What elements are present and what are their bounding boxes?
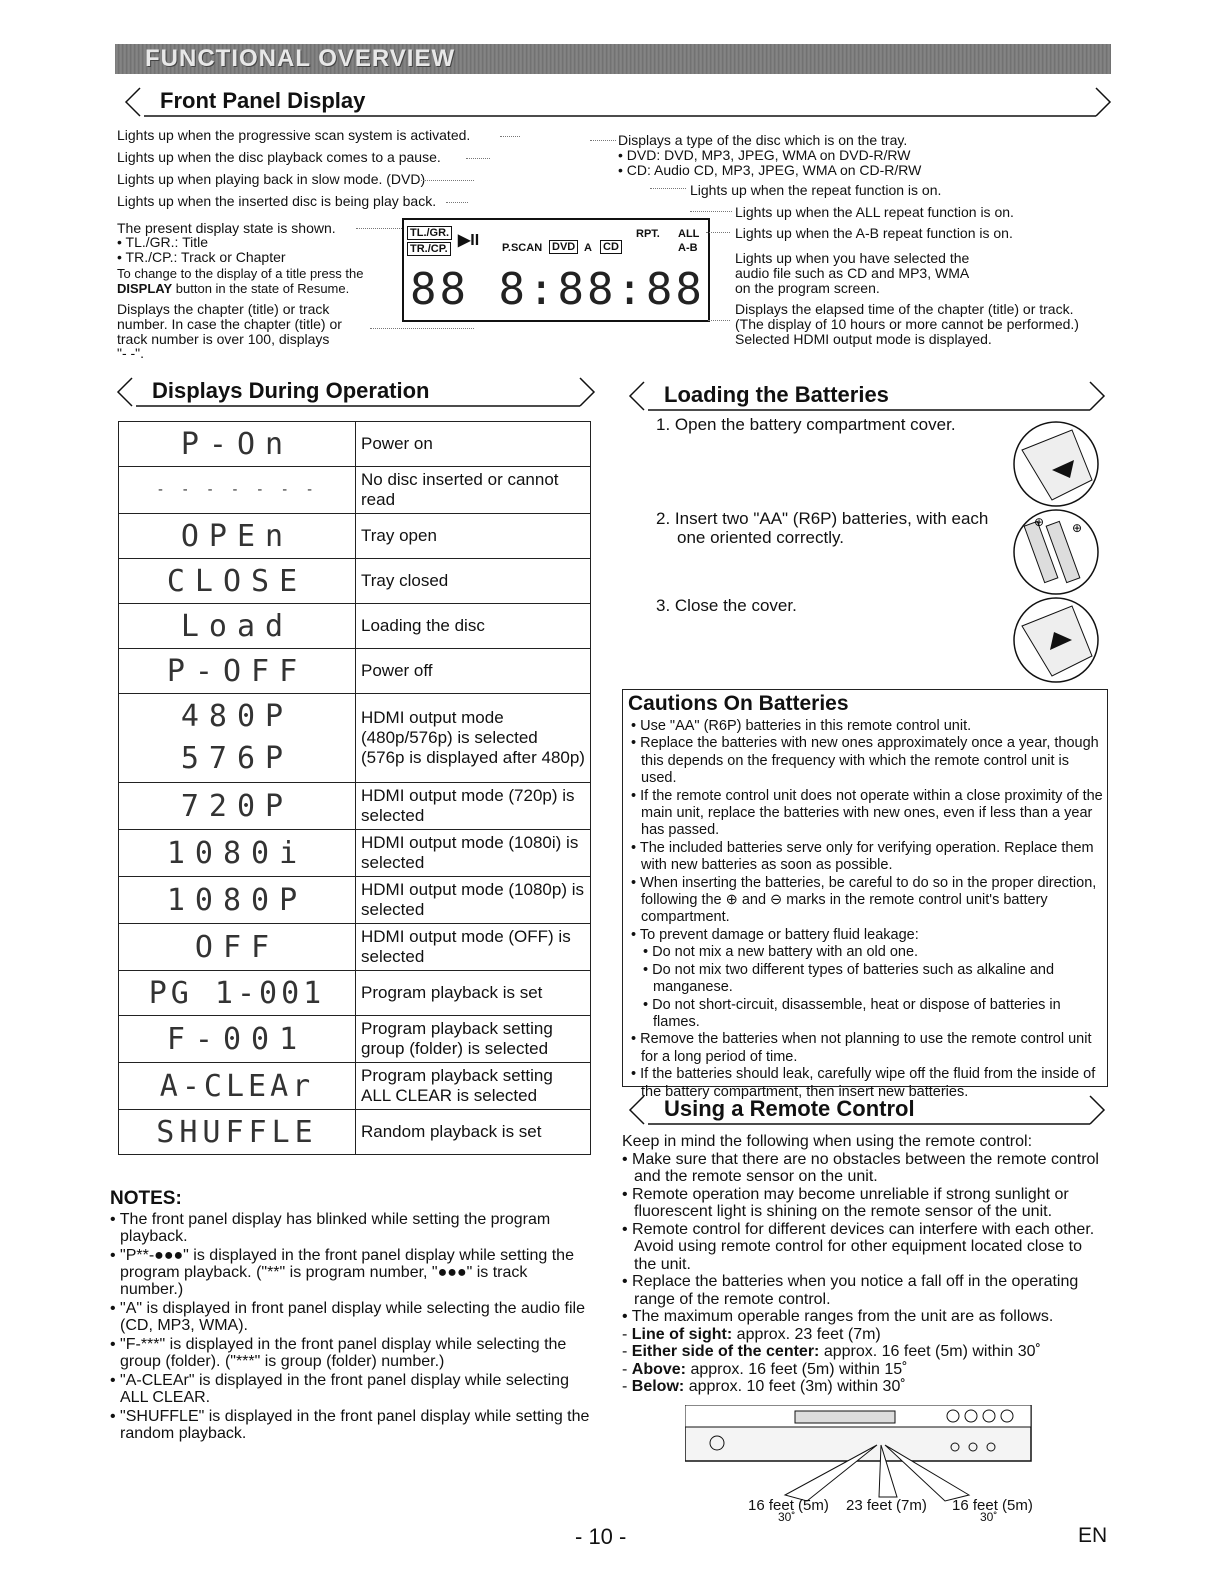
note-item: • "SHUFFLE" is displayed in the front panel display while setting the random playback. — [110, 1408, 590, 1442]
display-code: P-OFF — [119, 649, 356, 694]
caution-item: • When inserting the batteries, be careful to do so in the proper direction, following the ⊕ and ⊖ marks in the remote control unit's battery compartment. — [631, 874, 1097, 926]
table-row — [119, 649, 591, 694]
caution-item: • If the remote control unit does not operate within a close proximity of the main unit, replace the batteries with new ones, even if less than a year has passed. — [631, 787, 1103, 839]
remote-item: • Remote control for different devices can interfere with each other. Avoid using remote control for other equipment located close to the unit. — [622, 1220, 1095, 1273]
svg-text:⊕: ⊕ — [1034, 515, 1045, 529]
cautions-box — [622, 689, 1108, 1100]
language-code: EN — [1078, 1524, 1108, 1547]
note-item: • "A-CLEAr" is displayed in the front panel display while selecting ALL CLEAR. — [110, 1372, 569, 1406]
range-item: - Line of sight: approx. 23 feet (7m) — [622, 1325, 881, 1343]
close-cover-illustration — [1012, 596, 1102, 686]
displays-title: Displays During Operation — [152, 378, 430, 403]
notes-title: NOTES: — [110, 1188, 182, 1209]
note-item: • "F-***" is displayed in the front panel display while selecting the group (folder). ("***" is group (folder) number.) — [110, 1336, 567, 1370]
insert-batteries-illustration — [1012, 508, 1102, 598]
fp-label-resume — [117, 280, 349, 297]
fp-label-audio-1: Lights up when you have selected the — [735, 250, 970, 266]
lcd-rpt: RPT. — [636, 228, 660, 240]
range-item: - Either side of the center: approx. 16 feet (5m) within 30˚ — [622, 1343, 1041, 1360]
display-desc: Program playback is set — [356, 971, 591, 1016]
page-number: - 10 - — [575, 1524, 627, 1549]
fp-label-dashes: "- -". — [117, 345, 145, 361]
caution-item: • Use "AA" (R6P) batteries in this remote control unit. — [631, 718, 972, 734]
lcd-pscan: P.SCAN — [502, 242, 543, 254]
fp-label-all: Lights up when the ALL repeat function is on. — [735, 204, 1014, 220]
range-angle-right: 30˚ — [980, 1510, 998, 1524]
batteries-title: Loading the Batteries — [664, 382, 889, 407]
table-row — [119, 1016, 591, 1063]
open-cover-illustration — [1012, 420, 1102, 510]
fp-label-title: • TL./GR.: Title — [117, 234, 208, 250]
display-code: OPEn — [119, 514, 356, 559]
remote-item: • Replace the batteries when you notice a fall off in the operating range of the remote control. — [622, 1273, 1079, 1308]
display-code-576: 576P — [180, 741, 294, 776]
display-key: DISPLAY — [117, 281, 173, 296]
range-left-label: 16 feet (5m) — [748, 1497, 829, 1514]
table-row — [119, 1110, 591, 1155]
table-row — [119, 604, 591, 649]
lcd-play-pause: ▶II — [458, 232, 480, 249]
display-code: 720P — [119, 783, 356, 830]
lcd-trcp: TR./CP. — [407, 242, 451, 256]
battery-step-1: 1. Open the battery compartment cover. — [656, 415, 956, 434]
table-row — [119, 830, 591, 877]
fp-label-chapter: • TR./CP.: Track or Chapter — [117, 249, 286, 265]
caution-subitem: • Do not mix a new battery with an old one. — [643, 944, 919, 961]
display-desc: Power off — [356, 649, 591, 694]
lcd-all: ALL — [678, 228, 700, 240]
range-item: - Below: approx. 10 feet (3m) within 30˚ — [622, 1378, 906, 1395]
display-code: - - - - - - - — [119, 467, 356, 514]
display-desc: HDMI output mode (480p/576p) is selected (576p is displayed after 480p) — [356, 694, 591, 783]
front-panel-lcd — [402, 218, 710, 322]
fp-label-cd: • CD: Audio CD, MP3, JPEG, WMA on CD-R/RW — [618, 162, 922, 178]
table-row — [119, 971, 591, 1016]
caution-item: • The included batteries serve only for verifying operation. Replace them with new batteries as soon as possible. — [631, 839, 1094, 874]
notes — [110, 1190, 590, 1444]
caution-item: • If the batteries should leak, carefully wipe off the fluid from the inside of the battery compartment, then insert new batteries. — [631, 1066, 1096, 1100]
table-row — [119, 1063, 591, 1110]
display-desc: Loading the disc — [356, 604, 591, 649]
svg-text:⊕: ⊕ — [1072, 521, 1083, 535]
fp-label-pscan: Lights up when the progressive scan system is activated. — [117, 127, 471, 143]
remote-item: • Make sure that there are no obstacles between the remote control and the remote sensor on the unit. — [622, 1150, 1099, 1185]
table-row — [119, 924, 591, 971]
fp-label-repeat: Lights up when the repeat function is on. — [690, 182, 942, 198]
displays-table — [118, 421, 591, 1155]
note-item: • The front panel display has blinked while setting the program playback. — [110, 1211, 551, 1245]
display-code: SHUFFLE — [119, 1110, 356, 1155]
display-code: A-CLEAr — [119, 1063, 356, 1110]
fp-label-state: The present display state is shown. — [117, 220, 336, 236]
display-code: P-On — [119, 422, 356, 467]
lcd-audio-a: A — [584, 242, 592, 254]
fp-label-slow: Lights up when playing back in slow mode. (DVD) — [117, 171, 426, 187]
display-code: 1080P — [119, 877, 356, 924]
remote-item: • The maximum operable ranges from the unit are as follows. — [622, 1308, 1054, 1325]
fp-label-hdmi: Selected HDMI output mode is displayed. — [735, 331, 992, 347]
fp-label-elapsed-2: (The display of 10 hours or more cannot be performed.) — [735, 316, 1079, 332]
banner-title: FUNCTIONAL OVERVIEW — [145, 45, 456, 72]
display-desc: Program playback setting ALL CLEAR is selected — [356, 1063, 591, 1110]
range-right-label: 16 feet (5m) — [952, 1497, 1033, 1514]
display-code-480: 480P — [180, 699, 294, 734]
display-code: CLOSE — [119, 559, 356, 604]
display-code: Load — [119, 604, 356, 649]
lcd-digits: 88 8:88:88 — [410, 264, 705, 315]
battery-step-2b: one oriented correctly. — [677, 528, 844, 547]
table-row — [119, 422, 591, 467]
caution-item: • Remove the batteries when not planning to use the remote control unit for a long period of time. — [631, 1031, 1092, 1065]
lcd-dvd: DVD — [549, 240, 578, 254]
table-row — [119, 783, 591, 830]
display-code: F-001 — [119, 1016, 356, 1063]
fp-label-chapter-num: Displays the chapter (title) or track — [117, 301, 330, 317]
fp-label-dvd: • DVD: DVD, MP3, JPEG, WMA on DVD-R/RW — [618, 147, 911, 163]
remote-intro: Keep in mind the following when using the remote control: — [622, 1133, 1033, 1150]
display-desc: Tray open — [356, 514, 591, 559]
cautions-title: Cautions On Batteries — [628, 692, 849, 715]
remote-item: • Remote operation may become unreliable if strong sunlight or fluorescent light is shining on the remote sensor of the unit. — [622, 1185, 1069, 1220]
battery-step-2: 2. Insert two "AA" (R6P) batteries, with each — [656, 509, 989, 528]
front-panel-heading — [118, 86, 1118, 116]
note-item: • "P**-●●●" is displayed in the front panel display while setting the program playback. ("**" is program number, "●●●" is track number.) — [110, 1247, 574, 1298]
fp-label-chapter-num-3: track number is over 100, displays — [117, 331, 330, 347]
battery-step-3: 3. Close the cover. — [656, 596, 797, 615]
batteries-heading — [622, 380, 1110, 410]
caution-item: • Replace the batteries with new ones approximately once a year, though this depends on the frequency with which the remote control unit is used. — [631, 735, 1099, 787]
table-row — [119, 559, 591, 604]
fp-label-change: To change to the display of a title press the — [117, 266, 364, 281]
caution-item: • To prevent damage or battery fluid leakage: — [631, 926, 919, 943]
display-desc: Power on — [356, 422, 591, 467]
display-desc: HDMI output mode (720p) is selected — [356, 783, 591, 830]
fp-label-audio-3: on the program screen. — [735, 280, 880, 296]
fp-label-resume-text: button in the state of Resume. — [175, 281, 350, 296]
display-code: PG 1-001 — [119, 971, 356, 1016]
displays-heading — [110, 376, 600, 406]
display-desc: Tray closed — [356, 559, 591, 604]
caution-subitem: • Do not short-circuit, disassemble, heat or dispose of batteries in flames. — [643, 996, 1061, 1030]
display-desc: No disc inserted or cannot read — [356, 467, 591, 514]
note-item: • "A" is displayed in front panel display while selecting the audio file (CD, MP3, WMA). — [110, 1300, 586, 1334]
display-desc: HDMI output mode (OFF) is selected — [356, 924, 591, 971]
lcd-cd: CD — [600, 240, 622, 254]
display-code — [119, 694, 356, 783]
display-desc: Program playback setting group (folder) is selected — [356, 1016, 591, 1063]
fp-label-elapsed: Displays the elapsed time of the chapter (title) or track. — [735, 301, 1074, 317]
display-desc: Random playback is set — [356, 1110, 591, 1155]
fp-label-pause: Lights up when the disc playback comes to a pause. — [117, 149, 441, 165]
range-center-label: 23 feet (7m) — [846, 1497, 927, 1514]
table-row — [119, 514, 591, 559]
display-code: 1080i — [119, 830, 356, 877]
caution-subitem: • Do not mix two different types of batteries such as alkaline and manganese. — [643, 961, 1055, 996]
range-item: - Above: approx. 16 feet (5m) within 15˚ — [622, 1360, 908, 1378]
remote-heading — [622, 1094, 1110, 1124]
fp-label-ab: Lights up when the A-B repeat function is on. — [735, 225, 1013, 241]
functional-overview-banner — [115, 44, 1111, 74]
remote-title: Using a Remote Control — [664, 1096, 915, 1121]
display-code: OFF — [119, 924, 356, 971]
fp-label-disc-type: Displays a type of the disc which is on the tray. — [618, 132, 908, 148]
remote-text — [622, 1133, 1108, 1396]
fp-label-audio-2: audio file such as CD and MP3, WMA — [735, 265, 970, 281]
table-row — [119, 467, 591, 514]
display-desc: HDMI output mode (1080i) is selected — [356, 830, 591, 877]
display-desc: HDMI output mode (1080p) is selected — [356, 877, 591, 924]
fp-label-chapter-num-2: number. In case the chapter (title) or — [117, 316, 342, 332]
range-diagram — [685, 1405, 1035, 1505]
fp-label-play: Lights up when the inserted disc is being play back. — [117, 193, 437, 209]
table-row — [119, 877, 591, 924]
front-panel-title: Front Panel Display — [160, 88, 366, 113]
lcd-ab: A-B — [678, 242, 698, 254]
table-row — [119, 694, 591, 783]
lcd-tlgr: TL./GR. — [407, 226, 452, 240]
range-angle-left: 30˚ — [778, 1510, 796, 1524]
